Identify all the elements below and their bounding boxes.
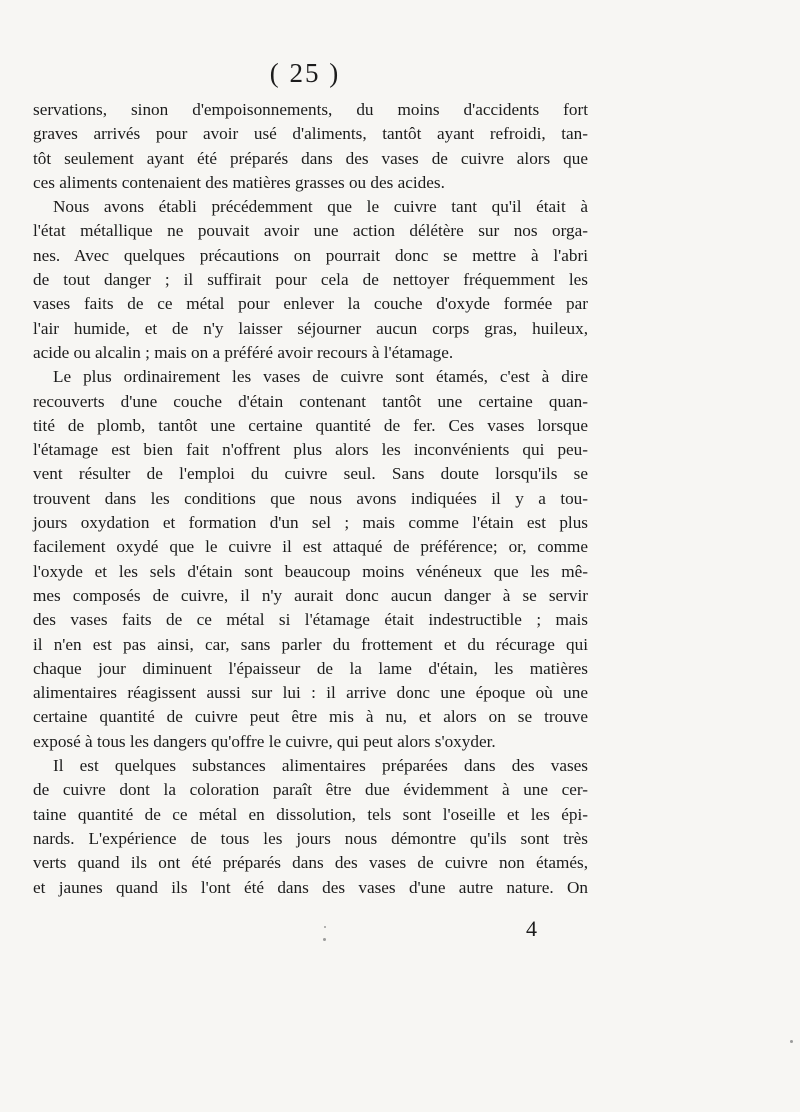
text-line: certaine quantité de cuivre peut être mis à nu, et alors on se trouve	[33, 707, 588, 727]
signature-mark: 4	[526, 916, 537, 941]
text-line: trouvent dans les conditions que nous avons indiquées il y a tou-	[33, 488, 588, 508]
paragraph	[33, 754, 588, 900]
text-line: ces aliments contenaient des matières grasses ou des acides.	[33, 172, 445, 192]
paper-speck	[790, 1040, 793, 1043]
text-line: recouverts d'une couche d'étain contenant tantôt une certaine quan-	[33, 391, 588, 411]
text-line: servations, sinon d'empoisonnements, du moins d'accidents fort	[33, 100, 588, 119]
text-line: mes composés de cuivre, il n'y aurait donc aucun danger à se servir	[33, 585, 588, 605]
paragraph	[33, 195, 588, 365]
text-line: des vases faits de ce métal si l'étamage était indestructible ; mais	[33, 610, 588, 630]
text-line: vent résulter de l'emploi du cuivre seul. Sans doute lorsqu'ils se	[33, 464, 588, 484]
text-line: et jaunes quand ils l'ont été dans des vases d'une autre nature. On	[33, 877, 588, 897]
text-line: de cuivre dont la coloration paraît être due évidemment à une cer-	[33, 780, 588, 800]
text-line: tité de plomb, tantôt une certaine quantité de fer. Ces vases lorsque	[33, 415, 588, 435]
text-line: de tout danger ; il suffirait pour cela de nettoyer fréquemment les	[33, 270, 588, 290]
text-line: Nous avons établi précédemment que le cuivre tant qu'il était à	[53, 197, 588, 217]
paper-speck	[324, 926, 326, 928]
text-line: vases faits de ce métal pour enlever la couche d'oxyde formée par	[33, 294, 588, 314]
text-line: Le plus ordinairement les vases de cuivre sont étamés, c'est à dire	[53, 367, 588, 387]
text-line: nards. L'expérience de tous les jours nous démontre qu'ils sont très	[33, 828, 588, 848]
text-line: l'étamage est bien fait n'offrent plus alors les inconvénients qui peu-	[33, 440, 588, 460]
text-line: graves arrivés pour avoir usé d'aliments, tantôt ayant refroidi, tan-	[33, 124, 588, 144]
text-line: l'air humide, et de n'y laisser séjourner aucun corps gras, huileux,	[33, 318, 588, 338]
text-line: taine quantité de ce métal en dissolution, tels sont l'oseille et les épi-	[33, 804, 588, 824]
page-number: ( 25 )	[269, 58, 341, 88]
text-line: jours oxydation et formation d'un sel ; mais comme l'étain est plus	[33, 513, 588, 533]
text-line: tôt seulement ayant été préparés dans des vases de cuivre alors que	[33, 148, 588, 168]
text-line: l'oxyde et les sels d'étain sont beaucoup moins vénéneux que les mê-	[33, 561, 588, 581]
paper-speck	[323, 938, 326, 941]
body-text	[33, 98, 588, 900]
text-line: verts quand ils ont été préparés dans des vases de cuivre non étamés,	[33, 853, 588, 873]
text-line: nes. Avec quelques précautions on pourrait donc se mettre à l'abri	[33, 245, 588, 265]
text-line: l'état métallique ne pouvait avoir une action délétère sur nos orga-	[33, 221, 588, 241]
paragraph	[33, 365, 588, 754]
text-line: alimentaires réagissent aussi sur lui : il arrive donc une époque où une	[33, 683, 588, 703]
text-line: facilement oxydé que le cuivre il est attaqué de préférence; or, comme	[33, 537, 588, 557]
text-line: acide ou alcalin ; mais on a préféré avoir recours à l'étamage.	[33, 342, 454, 362]
text-line: chaque jour diminuent l'épaisseur de la lame d'étain, les matières	[33, 658, 588, 678]
text-line: Il est quelques substances alimentaires préparées dans des vases	[53, 756, 588, 776]
text-line: exposé à tous les dangers qu'offre le cuivre, qui peut alors s'oxyder.	[33, 731, 496, 751]
paragraph	[33, 98, 588, 195]
text-line: il n'en est pas ainsi, car, sans parler du frottement et du récurage qui	[33, 634, 588, 654]
